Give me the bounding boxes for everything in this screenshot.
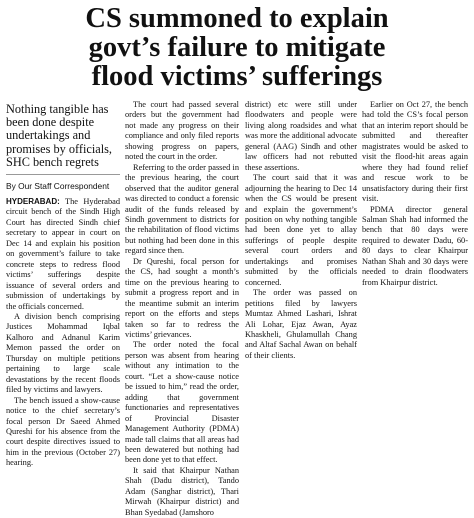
- paragraph: A division bench comprising Justices Mohammad Iqbal Kalhoro and Adnanul Karim Memon passed the order on Thursday on multiple petitions pertaining to large scale devastations by the recent floods filed by victims and lawyers.: [6, 312, 120, 395]
- byline: By Our Staff Correspondent: [6, 174, 120, 191]
- paragraph: PDMA director general Salman Shah had informed the bench that 80 days were required to dewater Dadu, 60-80 days to clear Khairpur Nathan Shah and 30 days were needed to drain floodwaters from Khairpur district.: [362, 204, 468, 287]
- headline-line-3: flood victims’ sufferings: [91, 61, 383, 92]
- paragraph: The court had passed several orders but the government had not made any progress on their compliance and only filed reports showing progress on papers, noted the court in the order.: [125, 100, 239, 162]
- deck: Nothing tangible has been done despite undertakings and promises by officials, SHC bench regrets: [6, 102, 112, 169]
- paragraph: The court said that it was adjourning the hearing to Dec 14 when the CS would be present and explain the government’s position on why nothing tangible had been done yet to allay sufferings of people despite several court orders and undertakings and promises submitted by the officials concerned.: [245, 173, 357, 287]
- paragraph: The order was passed on petitions filed by lawyers Mumtaz Ahmed Lashari, Ishrat Ali Lohar, Ejaz Awan, Ayaz Khaskheli, Ghulamullah Chang and Altaf Sachal Awan on behalf of their clients.: [245, 288, 357, 360]
- paragraph: The order noted the focal person was absent from hearing without any intimation to the court. “Let a show-cause notice be issued to him,” read the order, adding that government functionaries and representatives of Provincial Disaster Management Authority (PDMA) made tall claims that all areas had been dewatered but nothing had been done yet to that effect.: [125, 340, 239, 465]
- headline-line-1: CS summoned to explain: [85, 3, 389, 34]
- column-4: [362, 100, 468, 441]
- paragraph: [6, 197, 120, 312]
- headline: [6, 4, 468, 91]
- paragraph: Dr Qureshi, focal person for the CS, had sought a month’s time on the previous hearing to submit a progress report and in the meantime submit an interim report on the efforts and steps taken so far to redress the victims’ grievances.: [125, 256, 239, 339]
- paragraph: Referring to the order passed in the previous hearing, the court observed that the auditor general was directed to conduct a forensic audit of the funds released by Sindh government to districts for the rehabilitation of flood victims but nothing had been done in this regard since then.: [125, 162, 239, 256]
- paragraph-text: The Hyderabad circuit bench of the Sindh High Court has directed Sindh chief secretary to appear in court on Dec 14 and explain his position on government’s failure to take concrete steps to redress flood victims’ sufferings despite issuance of several orders and submission of undertakings by the officials concerned.: [6, 197, 120, 311]
- column-2: [125, 100, 239, 517]
- column-1: [6, 100, 120, 468]
- paragraph: Earlier on Oct 27, the bench had told the CS’s focal person that an interim report should be submitted and thereafter magistrates would be asked to visit the flood-hit areas again where they had found relief and rescue work to be unsatisfactory during their first visit.: [362, 100, 468, 204]
- paragraph: The bench issued a show-cause notice to the chief secretary’s focal person Dr Saeed Ahmed Qureshi for his absence from the court despite directives issued to him in the previous (October 27) hearing.: [6, 395, 120, 468]
- headline-line-2: govt’s failure to mitigate: [88, 32, 386, 63]
- paragraph: It said that Khairpur Nathan Shah (Dadu district), Tando Adam (Sanghar district), Thari Mirwah (Khairpur district) and Bhan Syedabad (Jamshoro: [125, 465, 239, 517]
- paragraph: district) etc were still under floodwaters and people were living along roadsides and what was more the additional advocate general (AAG) Sindh and other law officers had not rebutted these assertions.: [245, 100, 357, 172]
- article-body: [6, 100, 468, 517]
- column-3: [245, 100, 357, 441]
- dateline: HYDERABAD:: [6, 197, 60, 207]
